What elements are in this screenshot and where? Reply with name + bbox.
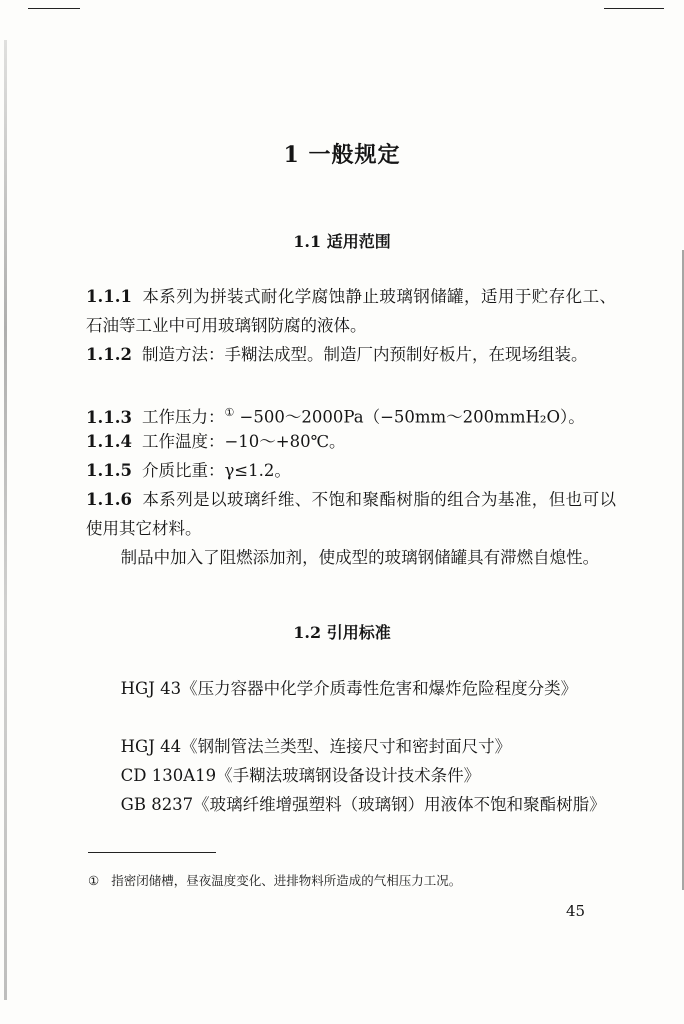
clause-1-1-6 <box>86 485 616 543</box>
clause-number: 1.1.4 <box>86 432 132 451</box>
clause-text: 介质比重：γ≤1.2。 <box>141 461 291 480</box>
footnote-divider <box>88 852 216 853</box>
page-number: 45 <box>566 902 586 920</box>
scan-top-rule <box>28 8 80 9</box>
clause-text: 本系列是以玻璃纤维、不饱和聚酯树脂的组合为基准，但也可以使用其它材料。 <box>86 490 616 538</box>
clause-text: 制造方法：手糊法成型。制造厂内预制好板片，在现场组装。 <box>141 345 588 364</box>
chapter-title: 1 一般规定 <box>283 142 401 168</box>
footnote-text: 指密闭储槽，昼夜温度变化、进排物料所造成的气相压力工况。 <box>111 873 462 888</box>
clause-number: 1.1.1 <box>86 287 132 306</box>
clause-number: 1.1.6 <box>86 490 132 509</box>
clause-number: 1.1.3 <box>86 407 132 427</box>
section-title-scope: 1.1 适用范围 <box>293 232 391 251</box>
extra-paragraph: 制品中加入了阻燃添加剂，使成型的玻璃钢储罐具有滞燃自熄性。 <box>120 548 600 567</box>
clause-1-1-2 <box>86 340 616 369</box>
clause-number: 1.1.5 <box>86 461 132 480</box>
footnote <box>88 872 628 890</box>
scan-top-rule <box>604 8 664 9</box>
footnote-mark: ① <box>88 873 100 888</box>
clause-number: 1.1.2 <box>86 345 132 364</box>
footnote-mark: ① <box>224 406 235 419</box>
clause-1-1-5 <box>86 456 616 485</box>
clause-1-1-1 <box>86 282 616 340</box>
reference-item: CD 130A19《手糊法玻璃钢设备设计技术条件》 <box>120 766 481 785</box>
reference-item: HGJ 44《钢制管法兰类型、连接尺寸和密封面尺寸》 <box>120 737 512 756</box>
clause-text: 工作温度：−10～+80℃。 <box>141 432 346 451</box>
section-title-references: 1.2 引用标准 <box>293 623 391 642</box>
reference-item: HGJ 43《压力容器中化学介质毒性危害和爆炸危险程度分类》 <box>120 679 578 698</box>
reference-item: GB 8237《玻璃纤维增强塑料（玻璃钢）用液体不饱和聚酯树脂》 <box>120 795 606 814</box>
clause-1-1-4 <box>86 427 616 456</box>
clause-text: −500～2000Pa（−50mm～200mmH₂O）。 <box>234 407 585 427</box>
clause-text: 本系列为拼装式耐化学腐蚀静止玻璃钢储罐，适用于贮存化工、石油等工业中可用玻璃钢防腐的液体。 <box>86 287 616 335</box>
scan-edge-left <box>4 40 7 1000</box>
clause-text: 工作压力： <box>141 407 225 427</box>
